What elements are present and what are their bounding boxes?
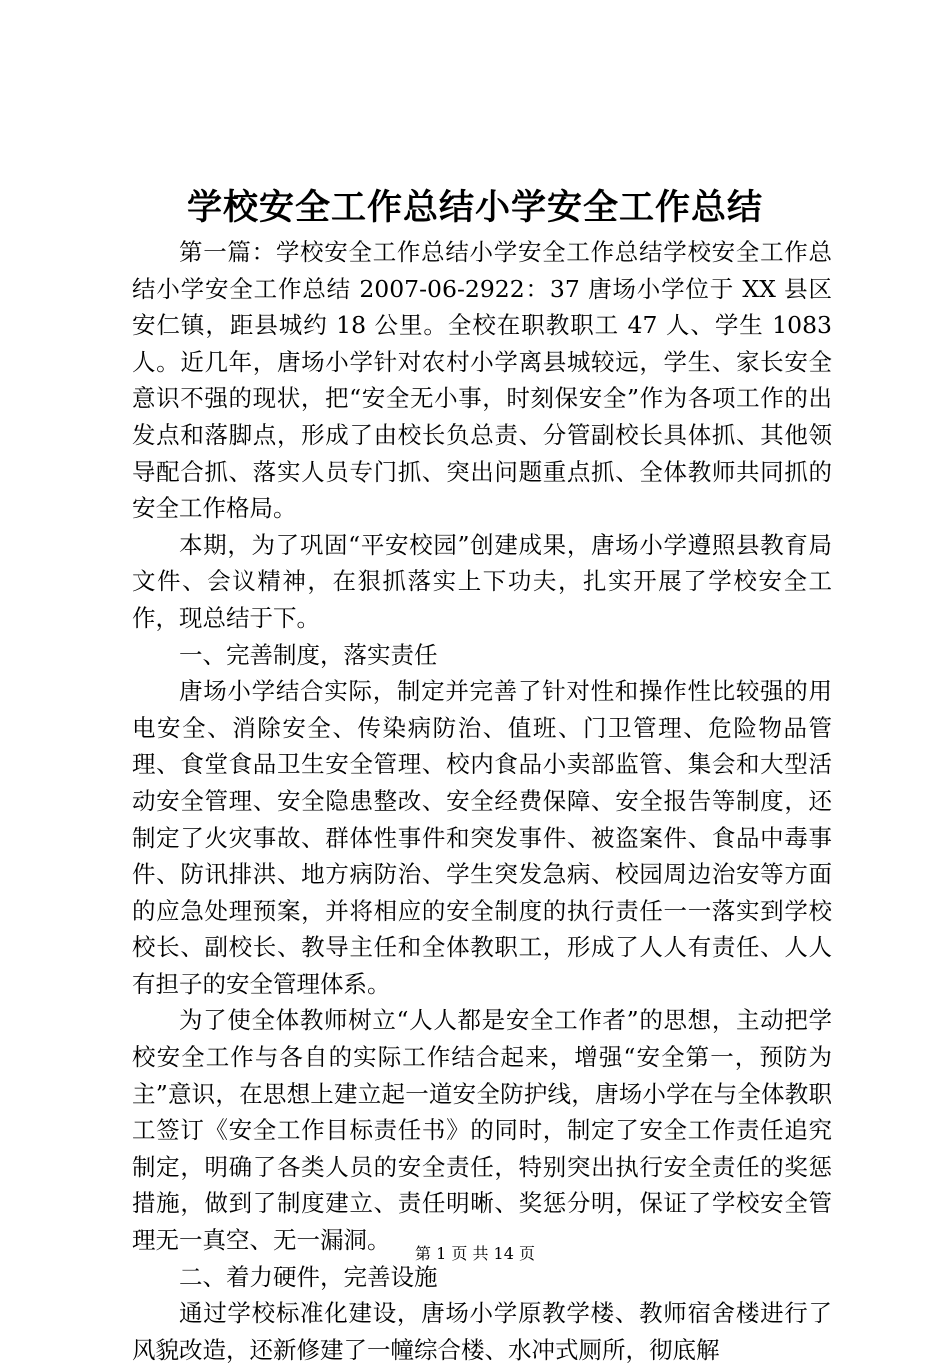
section-heading-2: 二、着力硬件，完善设施 [179,1262,438,1291]
paragraph-regulations: 唐场小学结合实际，制定并完善了针对性和操作性比较强的用电安全、消除安全、传染病防治、值班、门卫管理、危险物品管理、食堂食品卫生安全管理、校内食品小卖部监管、集会和大型活动安全管理、安全隐患整改、安全经费保障、安全报告等制度，还制定了火灾事故、群体性事件和突发事件、被盗案件、食品中毒事件、防讯排洪、地方病防治、学生突发急病、校园周边治安等方面的应急处理预案，并将相应的安全制度的执行责任一一落实到学校校长、副校长、教导主任和全体教职工，形成了人人有责任、人人有担子的安全管理体系。 [132,677,832,998]
paragraph-summary: 本期，为了巩固“平安校园”创建成果，唐场小学遵照县教育局文件、会议精神，在狠抓落实上下功夫，扎实开展了学校安全工作，现总结于下。 [132,530,832,632]
section-heading-1: 一、完善制度，落实责任 [179,640,438,669]
paragraph-facilities: 通过学校标准化建设，唐场小学原教学楼、教师宿舍楼进行了风貌改造，还新修建了一幢综合楼、水冲式厕所，彻底解 [132,1299,832,1364]
document-body [132,234,832,1368]
document-title: 学校安全工作总结小学安全工作总结 [186,187,763,228]
page-number-footer: 第 1 页 共 14 页 [415,1244,535,1263]
paragraph-responsibility: 为了使全体教师树立“人人都是安全工作者”的思想，主动把学校安全工作与各自的实际工作结合起来，增强“安全第一，预防为主”意识，在思想上建立起一道安全防护线，唐场小学在与全体教职工签订《安全工作目标责任书》的同时，制定了安全工作责任追究制定，明确了各类人员的安全责任，特别突出执行安全责任的奖惩措施，做到了制度建立、责任明晰、奖惩分明，保证了学校安全管理无一真空、无一漏洞。 [132,1006,832,1255]
paragraph-intro: 第一篇：学校安全工作总结小学安全工作总结学校安全工作总结小学安全工作总结 2007-06-2922：37 唐场小学位于 XX 县区安仁镇，距县城约 18 公里。全校在职教职工 47 人、学生 1083 人。近几年，唐场小学针对农村小学离县城较远，学生、家长安全意识不强的现状，把“安全无小事，时刻保安全”作为各项工作的出发点和落脚点，形成了由校长负总责、分管副校长具体抓、其他领导配合抓、落实人员专门抓、突出问题重点抓、全体教师共同抓的安全工作格局。 [132,238,832,523]
